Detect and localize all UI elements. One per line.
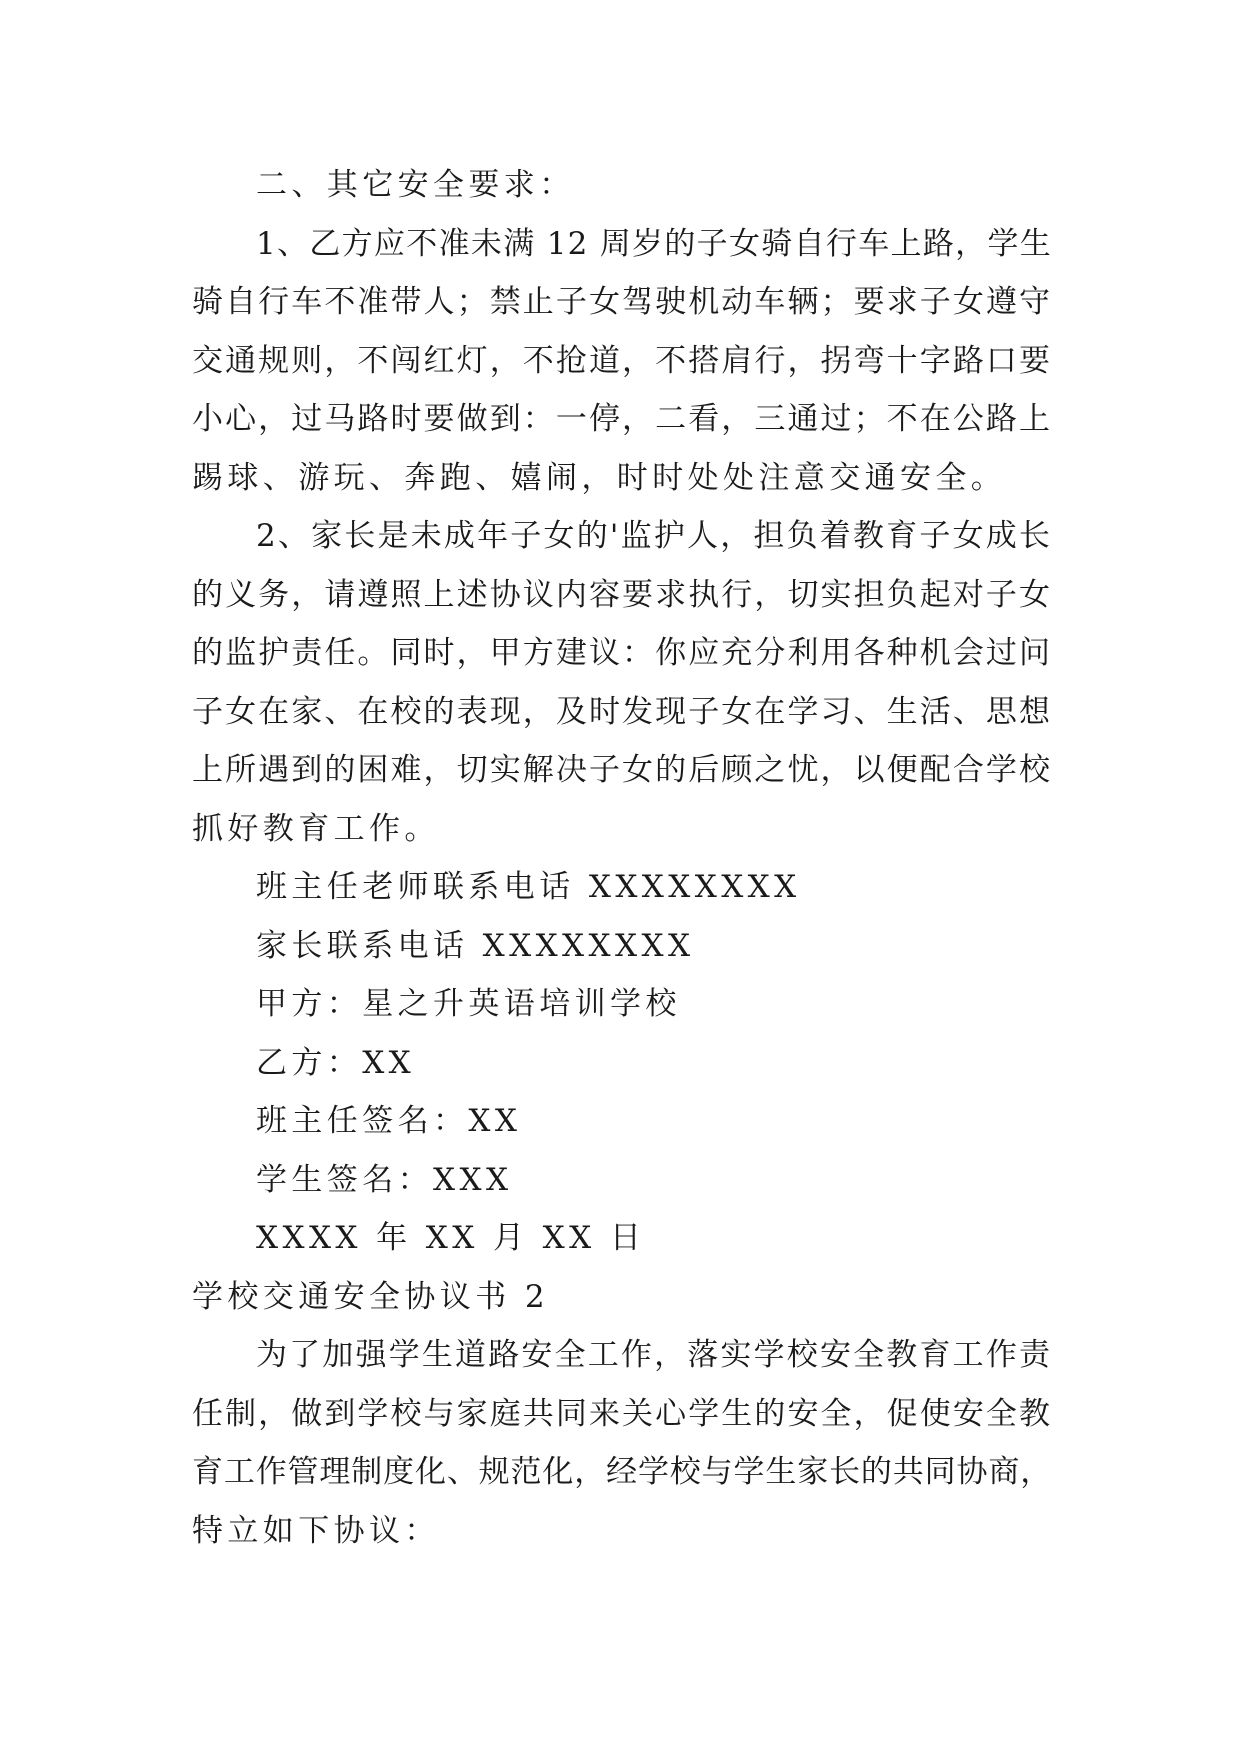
intro-line-3: 育工作管理制度化、规范化，经学校与学生家长的共同协商， [192, 1454, 1052, 1490]
student-signature: 学生签名：XXX [256, 1161, 513, 1198]
signing-date: XXXX 年 XX 月 XX 日 [256, 1220, 646, 1256]
intro-line-2: 任制，做到学校与家庭共同来关心学生的安全，促使安全教 [192, 1395, 1052, 1432]
teacher-signature: 班主任签名：XX [256, 1103, 522, 1139]
item-2-line-6: 抓好教育工作。 [192, 810, 440, 847]
item-1-line-1: 1、乙方应不准未满 12 周岁的子女骑自行车上路，学生 [256, 225, 1052, 262]
item-2-line-4: 子女在家、在校的表现，及时发现子女在学习、生活、思想 [192, 693, 1052, 730]
item-2-line-3: 的监护责任。同时，甲方建议：你应充分利用各种机会过问 [192, 635, 1052, 671]
item-2-line-1: 2、家长是未成年子女的'监护人，担负着教育子女成长 [256, 518, 1052, 554]
parent-phone: 家长联系电话 XXXXXXXX [256, 927, 695, 964]
section-heading-other-safety: 二、其它安全要求： [256, 167, 575, 203]
item-1-line-3: 交通规则，不闯红灯，不抢道，不搭肩行，拐弯十字路口要 [192, 342, 1052, 379]
intro-line-4: 特立如下协议： [192, 1512, 440, 1549]
agreement-2-title: 学校交通安全协议书 2 [192, 1278, 549, 1315]
item-2-line-5: 上所遇到的困难，切实解决子女的后顾之忧，以便配合学校 [192, 752, 1052, 788]
item-1-line-2: 骑自行车不准带人；禁止子女驾驶机动车辆；要求子女遵守 [192, 284, 1052, 320]
item-2-line-2: 的义务，请遵照上述协议内容要求执行，切实担负起对子女 [192, 576, 1052, 613]
item-1-line-4: 小心，过马路时要做到：一停，二看，三通过；不在公路上 [192, 401, 1052, 437]
intro-line-1: 为了加强学生道路安全工作，落实学校安全教育工作责 [256, 1337, 1052, 1373]
party-a: 甲方：星之升英语培训学校 [256, 986, 681, 1022]
item-1-line-5: 踢球、游玩、奔跑、嬉闹，时时处处注意交通安全。 [192, 459, 1007, 496]
party-b: 乙方：XX [256, 1044, 416, 1081]
teacher-phone: 班主任老师联系电话 XXXXXXXX [256, 869, 801, 905]
document-body [192, 156, 1052, 1560]
